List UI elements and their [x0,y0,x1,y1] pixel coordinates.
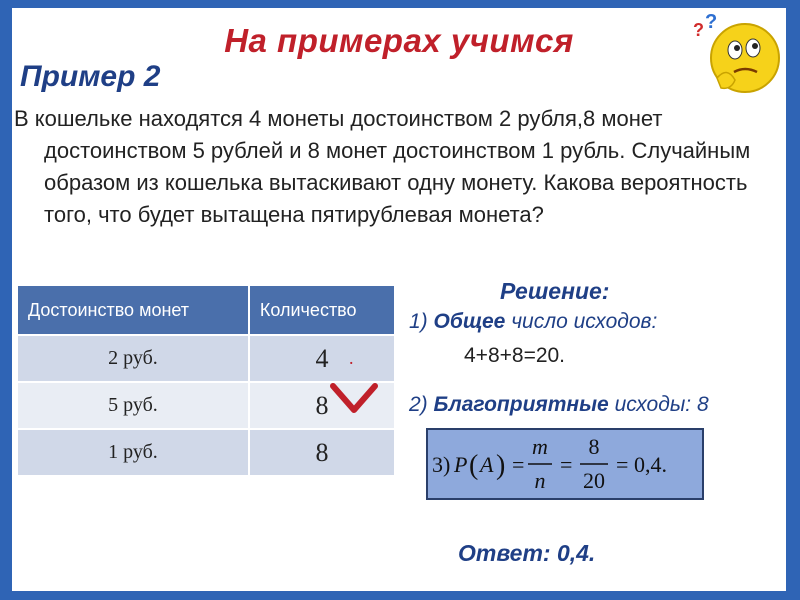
table-row [17,429,395,476]
fraction-numerator: m [532,434,548,459]
svg-text:?: ? [693,20,704,40]
fraction-denominator: 20 [583,468,605,493]
count-cell: 8 [249,429,395,476]
formula-paren-open: ( [469,450,479,481]
problem-text: В кошельке находятся 4 монеты достоинством 2 рубля,8 монет достоинством 5 рублей и 8 монет достоинством 1 рубль. Случайным образом из кошелька вытаскивают одну монету. Какова вероятность того, что будет вытащена пятирублевая монета? [14,106,751,227]
formula-equals: = [512,452,525,477]
checkmark-icon [330,380,378,416]
denomination-cell: 2 руб. [17,335,249,382]
denomination-cell: 1 руб. [17,429,249,476]
step-number: 2) [409,393,428,416]
formula-arg: A [480,452,494,477]
count-cell: 4 [249,335,395,382]
step-number: 1) [409,310,428,333]
denomination-cell: 5 руб. [17,382,249,429]
formula-prefix: 3) [432,452,451,477]
example-heading: Пример 2 [20,60,161,93]
table-header-row [17,285,395,335]
formula-equals: = [616,452,629,477]
column-header-count: Количество [249,285,395,335]
formula-result: 0,4. [634,452,667,477]
formula-lhs: P [454,452,468,477]
solution-heading: Решение: [500,278,610,304]
table-row [17,335,395,382]
step-text: исходы: 8 [614,393,709,416]
slide [12,8,786,591]
probability-formula [426,428,704,500]
answer-text: Ответ: 0,4. [458,540,596,566]
fraction-denominator: n [534,468,546,493]
formula-equals: = [560,452,573,477]
step-text: число исходов: [511,310,658,333]
svg-text:?: ? [705,11,718,33]
solution-step-2 [409,393,709,417]
solution-step-1 [409,310,657,334]
slide-title: На примерах учимся [224,22,574,59]
smiley-thinking-icon [687,8,787,103]
step-keyword: Общее [433,310,506,333]
formula-paren-close: ) [496,450,506,481]
count-cell: 8 [249,382,395,429]
outcomes-calculation: 4+8+8=20. [464,344,566,367]
formula-svg [428,430,702,498]
step-keyword: Благоприятные [433,393,609,416]
mark-dot: . [349,348,354,368]
fraction-numerator: 8 [588,434,600,459]
column-header-denomination: Достоинство монет [17,285,249,335]
